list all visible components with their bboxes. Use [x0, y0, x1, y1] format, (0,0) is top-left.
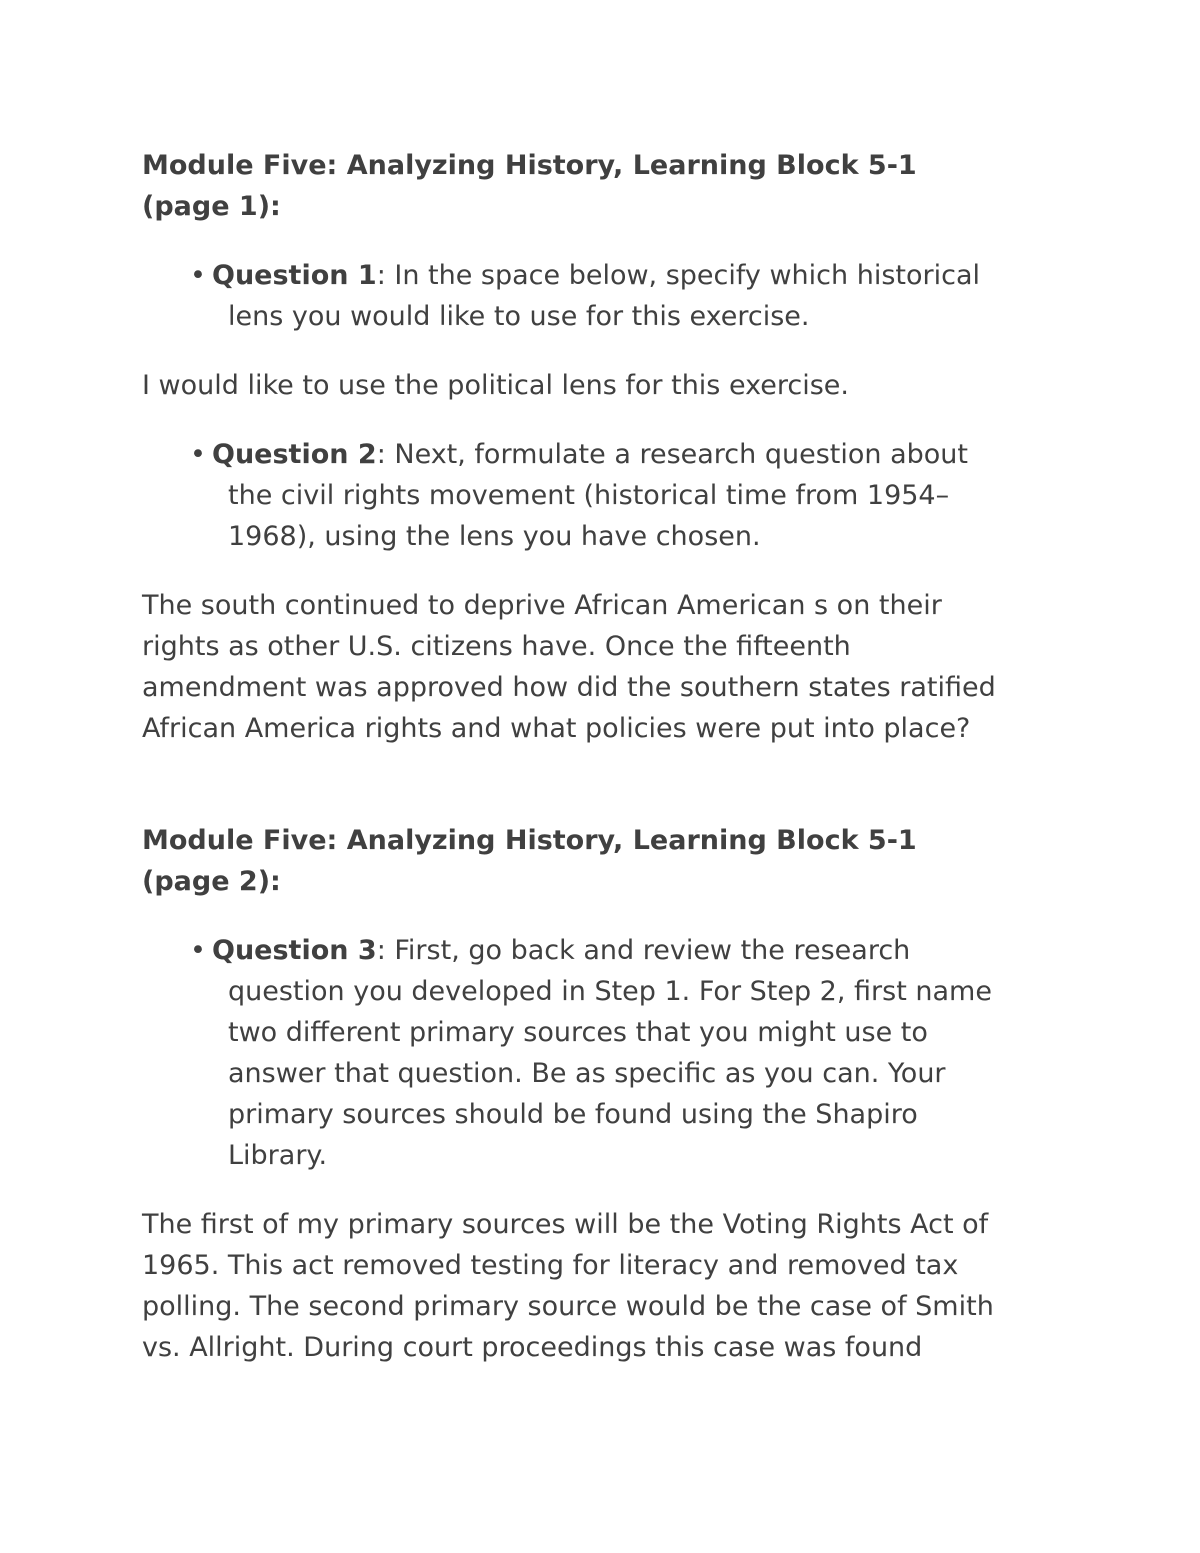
heading-line: (page 2): [142, 866, 281, 897]
answer-line: African America rights and what policies were put into place? [142, 713, 971, 744]
question-text: : Next, formulate a research question about [376, 439, 968, 470]
answer-line: 1965. This act removed testing for literacy and removed tax [142, 1250, 959, 1281]
section-heading-page-1 [142, 145, 1047, 227]
document-page [142, 145, 1047, 1396]
question-label: Question 2 [212, 439, 377, 470]
section-spacer [142, 777, 1047, 820]
question-line: 1968), using the lens you have chosen. [228, 521, 761, 552]
answer-3-paragraph [142, 1204, 1047, 1368]
question-label: Question 1 [212, 260, 377, 291]
question-label: Question 3 [212, 935, 377, 966]
question-2-item [142, 434, 1047, 557]
question-1-item [142, 255, 1047, 337]
answer-2-paragraph [142, 585, 1047, 749]
question-line: the civil rights movement (historical time from 1954– [228, 480, 950, 511]
answer-line: The south continued to deprive African American s on their [142, 590, 942, 621]
answer-line: vs. Allright. During court proceedings this case was found [142, 1332, 923, 1363]
question-line: answer that question. Be as specific as you can. Your [228, 1058, 946, 1089]
question-line [212, 255, 1047, 296]
answer-line: I would like to use the political lens for this exercise. [142, 370, 849, 401]
question-line: Library. [228, 1140, 328, 1171]
bullet-icon: • [190, 439, 206, 470]
answer-line: amendment was approved how did the southern states ratified [142, 672, 996, 703]
bullet-icon: • [190, 935, 206, 966]
question-text: : In the space below, specify which historical [376, 260, 980, 291]
answer-line: The first of my primary sources will be the Voting Rights Act of [142, 1209, 989, 1240]
section-heading-page-2 [142, 820, 1047, 902]
heading-line: Module Five: Analyzing History, Learning Block 5-1 [142, 825, 917, 856]
answer-line: rights as other U.S. citizens have. Once the fifteenth [142, 631, 851, 662]
question-line [212, 434, 1047, 475]
heading-line: (page 1): [142, 191, 281, 222]
question-line: two different primary sources that you might use to [228, 1017, 928, 1048]
answer-line: polling. The second primary source would be the case of Smith [142, 1291, 994, 1322]
question-line: question you developed in Step 1. For Step 2, first name [228, 976, 992, 1007]
heading-line: Module Five: Analyzing History, Learning Block 5-1 [142, 150, 917, 181]
question-line [212, 930, 1047, 971]
question-3-item [142, 930, 1047, 1176]
bullet-icon: • [190, 260, 206, 291]
answer-1-paragraph [142, 365, 1047, 406]
question-line: lens you would like to use for this exercise. [228, 301, 810, 332]
question-line: primary sources should be found using the Shapiro [228, 1099, 918, 1130]
question-text: : First, go back and review the research [376, 935, 911, 966]
